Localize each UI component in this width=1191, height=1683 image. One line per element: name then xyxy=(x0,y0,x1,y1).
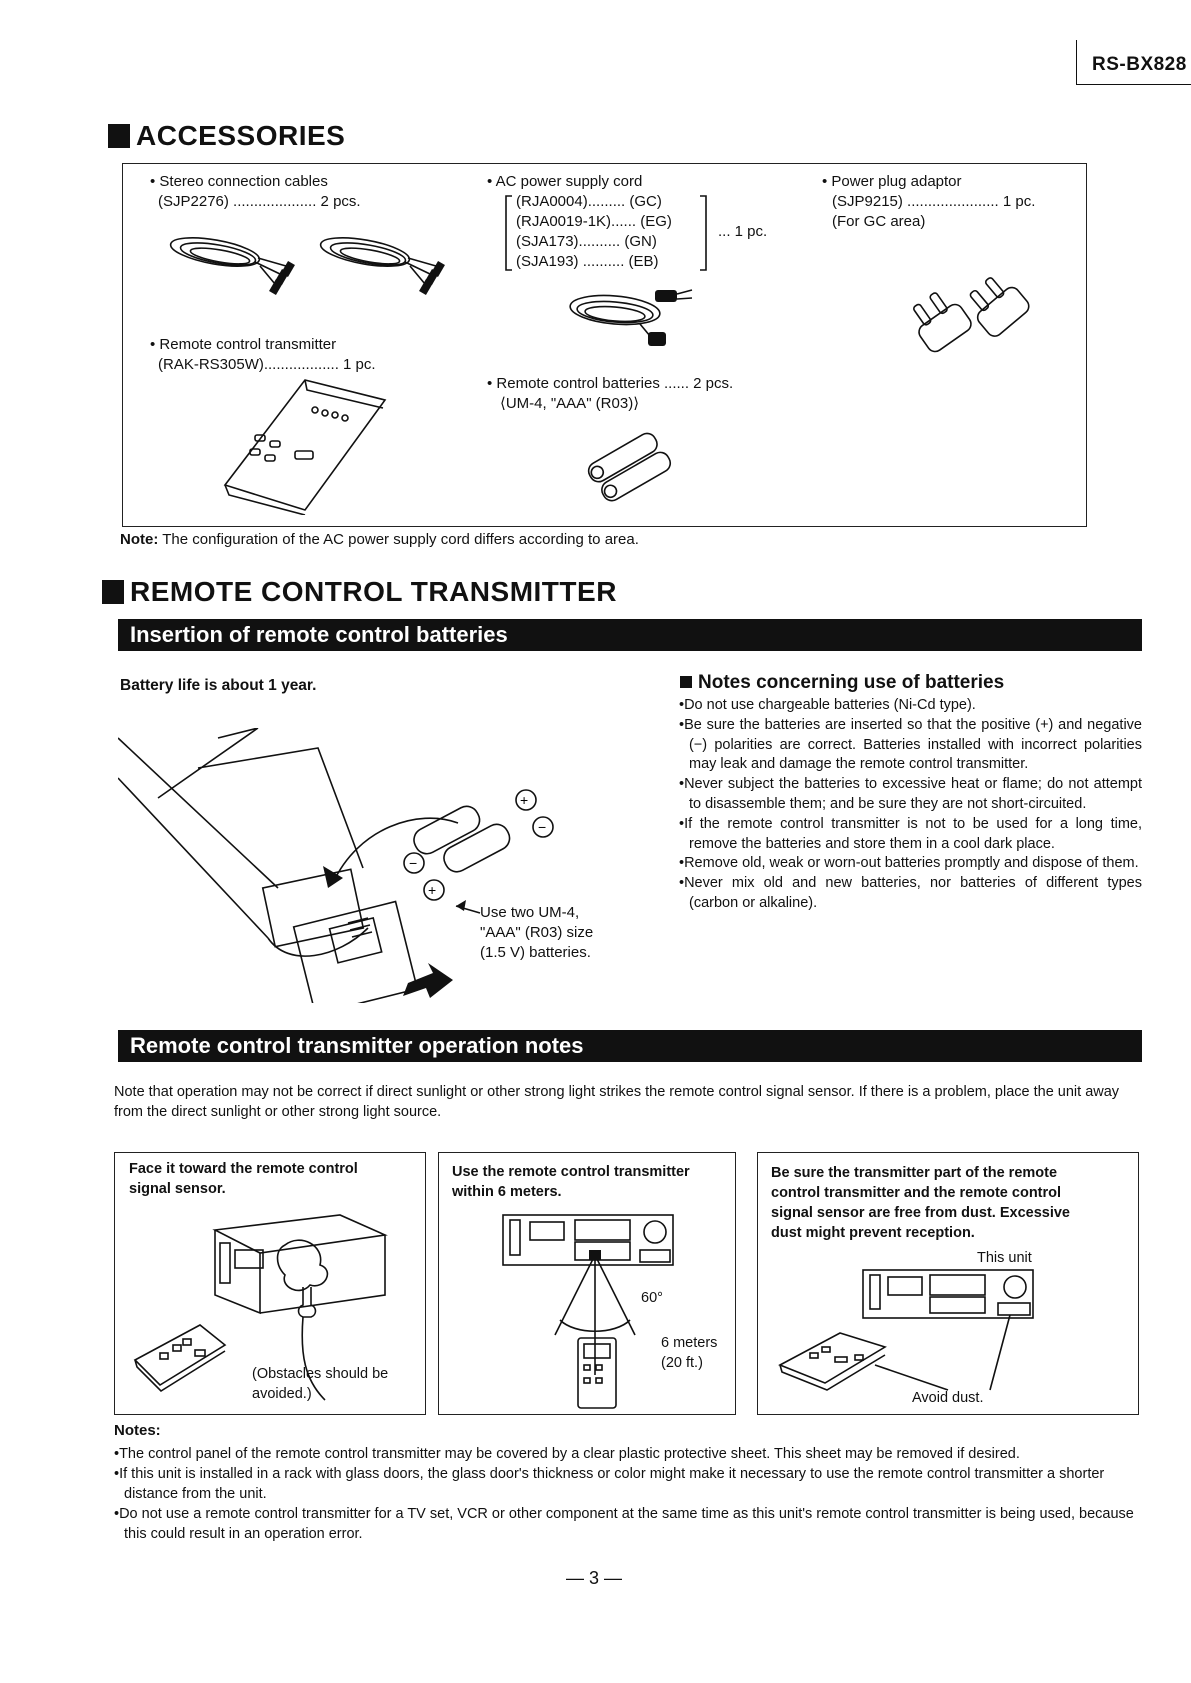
battery-notes-heading xyxy=(680,672,1004,694)
heading-square-icon xyxy=(680,676,692,688)
panel3-illustration xyxy=(770,1265,1040,1405)
insertion-bar xyxy=(118,619,1142,651)
battery-note-item: •Be sure the batteries are inserted so that the positive (+) and negative (−) polarities are correct. Batteries installed with incorrect polarities may leak and damage the remote control transmitter. xyxy=(679,716,1142,773)
remote-name: • Remote control transmitter xyxy=(150,336,337,353)
panel3-title-3: signal sensor are free from dust. Excessive xyxy=(771,1205,1070,1221)
panel1-caption-1: (Obstacles should be xyxy=(252,1366,389,1382)
note-label: Note: xyxy=(120,531,159,548)
model-number: RS-BX828 xyxy=(1092,54,1187,75)
panel2-distance-1: 6 meters xyxy=(661,1335,718,1351)
plug-name: • Power plug adaptor xyxy=(822,173,962,190)
ac-cord-illustration xyxy=(560,280,710,360)
battery-note-item: •Do not use chargeable batteries (Ni-Cd type). xyxy=(679,697,976,713)
panel2-distance-2: (20 ft.) xyxy=(661,1355,703,1371)
accessories-note xyxy=(120,530,639,550)
panel3-unit-label: This unit xyxy=(977,1250,1032,1266)
remote-section-title: REMOTE CONTROL TRANSMITTER xyxy=(130,576,617,607)
panel3-title-1: Be sure the transmitter part of the remote xyxy=(771,1165,1058,1181)
batteries-illustration xyxy=(570,420,690,510)
plug-area: (For GC area) xyxy=(832,213,926,230)
heading-square-icon xyxy=(108,124,130,148)
panel1-title-1: Face it toward the remote control xyxy=(129,1161,358,1177)
cord-qty: ... 1 pc. xyxy=(718,223,768,240)
svg-text:+: + xyxy=(520,792,529,808)
operation-note: Note that operation may not be correct if direct sunlight or other strong light strikes the remote control signal sensor. If there is a problem, place the unit away from the direct sunlight or other strong light source. xyxy=(114,1084,1120,1120)
note-text: The configuration of the AC power supply cord differs according to area. xyxy=(158,531,639,548)
stereo-cables-illustration xyxy=(160,222,450,302)
panel2-title-2: within 6 meters. xyxy=(452,1184,562,1200)
battery-notes-list xyxy=(679,696,1142,914)
cord-line-2: (RJA0019-1K)...... (EG) xyxy=(516,213,672,230)
bottom-notes-label: Notes: xyxy=(114,1422,161,1439)
cord-bracket-left xyxy=(502,194,514,272)
batteries-name: • Remote control batteries ...... 2 pcs. xyxy=(487,375,734,392)
cable-coil-right-icon xyxy=(319,232,445,295)
battery-note-item: •Never subject the batteries to excessive heat or flame; do not attempt to disassemble them; and be sure they are not short-circuited. xyxy=(679,776,1142,812)
bottom-notes-list xyxy=(114,1444,1144,1544)
diagram-label-2: "AAA" (R03) size xyxy=(480,924,594,941)
panel2-illustration xyxy=(500,1210,680,1410)
panel2-angle: 60° xyxy=(641,1290,663,1306)
insertion-bar-title: Insertion of remote control batteries xyxy=(130,622,508,647)
accessories-title: ACCESSORIES xyxy=(136,120,346,151)
cord-bracket-right xyxy=(698,194,710,272)
diagram-label-3: (1.5 V) batteries. xyxy=(480,944,591,961)
panel1-title-2: signal sensor. xyxy=(129,1181,226,1197)
cables-name: • Stereo connection cables xyxy=(150,173,328,190)
svg-text:−: − xyxy=(538,819,547,835)
bottom-note-item: •The control panel of the remote control transmitter may be covered by a clear plastic protective sheet. This sheet may be removed if desired. xyxy=(114,1446,1020,1462)
bottom-note-item: •If this unit is installed in a rack with glass doors, the glass door's thickness or color might make it necessary to use the remote control transmitter a shorter distance from the unit. xyxy=(114,1466,1105,1502)
battery-life: Battery life is about 1 year. xyxy=(120,677,317,694)
cable-coil-left-icon xyxy=(169,232,295,295)
operation-notes-bar-title: Remote control transmitter operation notes xyxy=(130,1033,584,1058)
bottom-note-item: •Do not use a remote control transmitter for a TV set, VCR or other component at the same time as this unit's remote control transmitter is being used, because this could result in an operation error. xyxy=(114,1506,1134,1542)
heading-square-icon xyxy=(102,580,124,604)
battery-notes-title: Notes concerning use of batteries xyxy=(698,672,1005,693)
battery-note-item: •If the remote control transmitter is not to be used for a long time, remove the batteries and store them in a cool dark place. xyxy=(679,815,1142,852)
cables-part: (SJP2276) .................... 2 pcs. xyxy=(158,193,361,210)
operation-notes-bar xyxy=(118,1030,1142,1062)
remote-transmitter-illustration xyxy=(215,375,395,515)
svg-text:−: − xyxy=(409,855,418,871)
cord-name: • AC power supply cord xyxy=(487,173,643,190)
panel2-title-1: Use the remote control transmitter xyxy=(452,1164,690,1180)
diagram-label-1: Use two UM-4, xyxy=(480,904,580,921)
cord-line-3: (SJA173).......... (GN) xyxy=(516,233,657,250)
accessories-heading xyxy=(108,120,345,152)
panel3-title-2: control transmitter and the remote control xyxy=(771,1185,1062,1201)
panel3-title-4: dust might prevent reception. xyxy=(771,1225,975,1241)
battery-note-item: •Remove old, weak or worn-out batteries promptly and dispose of them. xyxy=(679,855,1139,872)
page-number: — 3 — xyxy=(566,1568,623,1588)
plug-part: (SJP9215) ...................... 1 pc. xyxy=(832,193,1036,210)
panel1-caption-2: avoided.) xyxy=(252,1386,312,1402)
battery-note-item: •Never mix old and new batteries, nor batteries of different types (carbon or alkaline). xyxy=(679,875,1142,911)
plug-adaptor-illustration xyxy=(905,268,1055,368)
panel3-dust-label: Avoid dust. xyxy=(912,1390,984,1406)
remote-section-heading xyxy=(102,576,617,608)
remote-part: (RAK-RS305W).................. 1 pc. xyxy=(158,356,376,373)
svg-text:+: + xyxy=(428,882,437,898)
batteries-type: ⟨UM-4, "AAA" (R03)⟩ xyxy=(500,395,640,412)
cord-line-1: (RJA0004)......... (GC) xyxy=(516,193,662,210)
cord-line-4: (SJA193) .......... (EB) xyxy=(516,253,659,270)
